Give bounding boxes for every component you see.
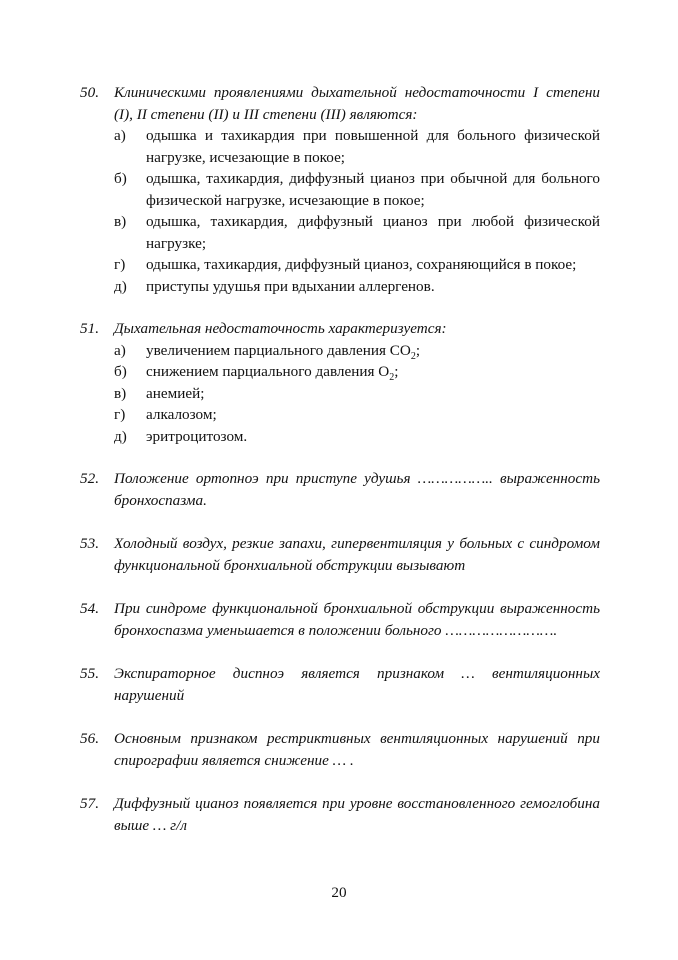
- question-number: 51.: [80, 320, 99, 337]
- option-text-end: ;: [394, 363, 399, 380]
- question-text: Диффузный цианоз появляется при уровне восстановленного гемоглобина выше … г/л: [114, 795, 600, 834]
- question-54: [80, 598, 600, 641]
- option-letter: в): [114, 384, 127, 402]
- option: [114, 168, 600, 211]
- option-letter: б): [114, 363, 127, 380]
- page-number: 20: [331, 884, 347, 901]
- question-number: 54.: [80, 600, 99, 617]
- option-letter: г): [114, 256, 126, 273]
- subscript: 2: [410, 350, 416, 362]
- page-content: [80, 82, 600, 836]
- option-text: приступы удушья при вдыхании аллергенов.: [146, 277, 435, 295]
- option: [114, 254, 600, 276]
- subscript: 2: [389, 372, 395, 384]
- question-number: 52.: [80, 470, 99, 487]
- question-53: [80, 533, 600, 576]
- question-56: [80, 728, 600, 771]
- option-text: одышка и тахикардия при повышенной для больного физической нагрузке, исчезающие в покое;: [146, 127, 600, 166]
- option-text: одышка, тахикардия, диффузный цианоз при любой физической нагрузке;: [146, 213, 600, 252]
- option: [114, 340, 600, 362]
- question-text: Клиническими проявлениями дыхательной недостаточности I степени (I), II степени (II) и III степени (III) являются:: [114, 84, 600, 123]
- question-57: [80, 793, 600, 836]
- option: [114, 276, 600, 298]
- option-text: одышка, тахикардия, диффузный цианоз при обычной для больного физической нагрузке, исчезающие в покое;: [146, 170, 600, 209]
- option-letter: д): [114, 427, 127, 445]
- option-letter: а): [114, 127, 126, 144]
- option-text: одышка, тахикардия, диффузный цианоз, сохраняющийся в покое;: [146, 256, 577, 273]
- question-55: [80, 663, 600, 706]
- options-list: [114, 125, 600, 297]
- option-letter: б): [114, 170, 127, 187]
- option-letter: в): [114, 213, 127, 230]
- option: [114, 125, 600, 168]
- option-letter: д): [114, 277, 127, 295]
- option-letter: а): [114, 341, 126, 359]
- question-50: [80, 82, 600, 297]
- option: [114, 426, 600, 448]
- option-letter: г): [114, 406, 126, 423]
- question-number: 55.: [80, 665, 99, 682]
- question-52: [80, 468, 600, 511]
- question-number: 50.: [80, 84, 99, 101]
- question-text: При синдроме функциональной бронхиальной обструкции выраженность бронхоспазма уменьшается в положении больного …………………….: [114, 600, 600, 639]
- question-number: 53.: [80, 535, 99, 552]
- option: [114, 211, 600, 254]
- options-list: [114, 340, 600, 448]
- question-number: 56.: [80, 730, 99, 747]
- question-text: Положение ортопноэ при приступе удушья …………….. выраженность бронхоспазма.: [114, 470, 600, 509]
- option-text: эритроцитозом.: [146, 427, 248, 445]
- question-text: Холодный воздух, резкие запахи, гипервентиляция у больных с синдромом функциональной бронхиальной обструкции вызывают: [114, 535, 600, 574]
- question-text: Основным признаком рестриктивных вентиляционных нарушений при спирографии является снижение … .: [114, 730, 600, 769]
- option-text: алкалозом;: [146, 406, 217, 423]
- option: [114, 404, 600, 426]
- option: [114, 361, 600, 383]
- question-text: Экспираторное диспноэ является признаком … вентиляционных нарушений: [114, 665, 600, 704]
- question-text: Дыхательная недостаточность характеризуется:: [114, 320, 447, 337]
- question-number: 57.: [80, 795, 99, 812]
- option-text: снижением парциального давления O: [146, 363, 390, 380]
- option-text-end: ;: [415, 341, 421, 359]
- option-text: увеличением парциального давления CO: [146, 341, 411, 359]
- option-text: анемией;: [146, 384, 205, 402]
- question-51: [80, 318, 600, 447]
- option: [114, 383, 600, 405]
